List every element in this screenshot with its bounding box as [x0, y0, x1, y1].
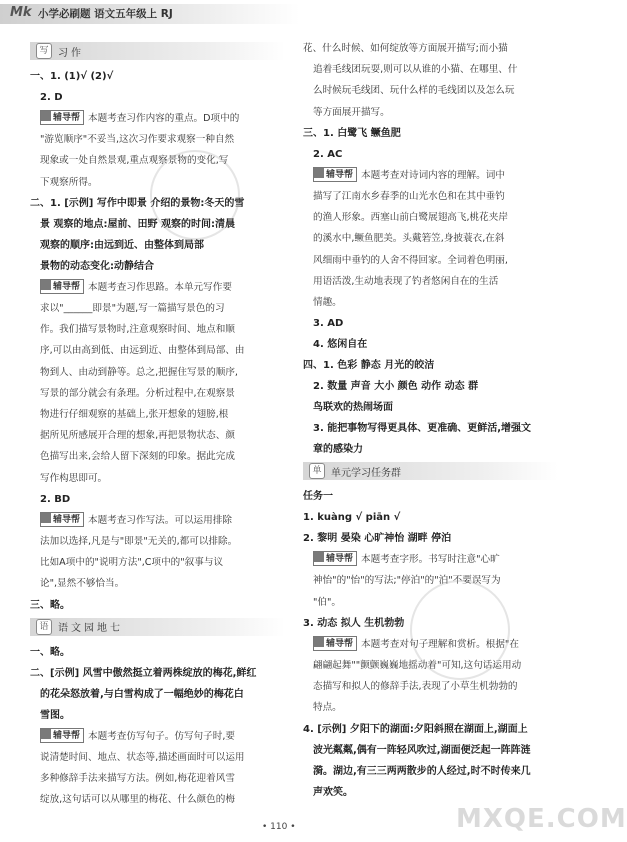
hint-icon: [314, 637, 324, 647]
explanation-line: 辅导帮 本题考查仿写句子。仿写句子时,要: [30, 726, 285, 747]
stamp-watermark: [410, 580, 510, 680]
answer-line: 2. AC: [313, 148, 343, 160]
explanation-line: 情趣。: [313, 297, 342, 309]
hint-tag: 辅导帮: [313, 636, 357, 651]
explanation-line: 写作构思即可。: [40, 472, 108, 484]
section-title: 单元学习任务群: [331, 467, 401, 479]
explanation-line: 写景的部分就会有条理。分析过程中,在观察景: [40, 387, 235, 399]
answer-line: 1. kuàng √ piān √: [303, 512, 401, 524]
answer-line: 景 观察的地点:屋前、田野 观察的时间:清晨: [40, 218, 235, 230]
book-icon: 语: [36, 619, 52, 635]
hint-tag: 辅导帮: [40, 512, 84, 527]
hint-tag: 辅导帮: [40, 279, 84, 294]
stamp-watermark: [150, 150, 240, 240]
explanation-line: 等方面展开描写。: [313, 106, 390, 118]
explanation-line: 物进行仔细观察的基础上,张开想象的翅膀,根: [40, 409, 229, 421]
answer-line: 3. 能把事物写得更具体、更准确、更鲜活,增强文: [313, 423, 532, 435]
explanation-line: 风细雨中垂钓的人舍不得回家。全词着色明丽,: [313, 254, 508, 266]
answer-line: 一、1. (1)√ (2)√: [30, 71, 114, 82]
answer-line: 漪。湖边,有三三两两散步的人经过,时不时传来几: [313, 765, 531, 777]
explanation-line: 辅导帮 本题考查对句子理解和赏析。根据"在: [303, 634, 558, 655]
page-number: • 110 •: [262, 822, 296, 832]
answer-line: 4. [示例] 夕阳下的湖面:夕阳斜照在湖面上,湖面上: [303, 723, 528, 735]
section-title: 习作: [58, 47, 84, 59]
explanation-line: 辅导帮 本题考查字形。书写时注意"心旷: [303, 549, 558, 570]
explanation-line: 态描写和拟人的修辞手法,表现了小草生机勃勃的: [313, 681, 518, 693]
explanation-line: 下观察所得。: [40, 176, 98, 188]
explanation-line: 求以"______即景"为题,写一篇描写景色的习: [40, 303, 225, 315]
hint-tag: 辅导帮: [313, 551, 357, 566]
explanation-line: 说清楚时间、地点、状态等,描述画面时可以运用: [40, 751, 245, 763]
book-title: 小学必刷题 语文五年级上 RJ: [38, 8, 173, 20]
explanation-line: 物到人、由动到静等。总之,把握住写景的顺序,: [40, 366, 238, 378]
section-header-tasks: [303, 462, 558, 480]
hint-icon: [314, 168, 324, 178]
left-column: [30, 40, 285, 810]
answer-line: 2. D: [40, 92, 63, 103]
answer-line: 2. 数量 声音 大小 颜色 动作 动态 群: [313, 381, 479, 393]
explanation-line: 作。我们描写景物时,注意观察时间、地点和顺: [40, 324, 235, 336]
explanation-line: 的溪水中,鳜鱼肥美。头戴箬笠,身披蓑衣,在斜: [313, 233, 505, 245]
hint-icon: [41, 729, 51, 739]
hint-icon: [41, 513, 51, 523]
explanation-line: 追着毛线团玩耍,则可以从谁的小猫、在哪里、什: [313, 64, 518, 76]
hint-tag: 辅导帮: [40, 110, 84, 125]
explanation-line: 色描写出来,会给人留下深刻的印象。据此完成: [40, 451, 235, 463]
section-title: 语文园地七: [58, 623, 123, 635]
answer-line: 一、略。: [30, 646, 70, 658]
explanation-line: "游览顺序"不妥当,这次习作要求观察一种自然: [40, 134, 235, 146]
pen-icon: 写: [36, 43, 52, 59]
answer-line: 景物的动态变化:动静结合: [40, 260, 154, 272]
explanation-line: 么时候玩毛线团、玩什么样的毛线团以及怎么玩: [313, 85, 515, 97]
explanation-line: 特点。: [313, 702, 342, 714]
section-header-garden: [30, 618, 285, 636]
explanation-line: 辅导帮 本题考查对诗词内容的理解。词中: [303, 165, 558, 186]
answer-line: 3. 动态 拟人 生机勃勃: [303, 617, 405, 629]
explanation-line: 辅导帮 本题考查习作思路。本单元写作要: [30, 277, 285, 298]
answer-line: 的花朵怒放着,与白雪构成了一幅绝妙的梅花白: [40, 688, 244, 700]
task-heading: 任务一: [303, 491, 333, 503]
explanation-line: 现象或一处自然景观,重点观察景物的变化,写: [40, 155, 229, 167]
answer-line: 4. 悠闲自在: [313, 339, 368, 351]
right-column: [303, 38, 558, 803]
answer-line: 三、1. 白鹭飞 鳜鱼肥: [303, 127, 401, 139]
answer-line: 鸟联欢的热闹场面: [313, 402, 393, 414]
explanation-line: 花、什么时候、如何绽放等方面展开描写;而小猫: [303, 43, 508, 54]
hint-icon: [41, 280, 51, 290]
answer-line: 二、1. [示例] 写作中即景 介绍的景物:冬天的雪: [30, 197, 245, 209]
answer-line: 声欢笑。: [313, 786, 353, 798]
answer-line: 三、略。: [30, 599, 70, 611]
answer-line: 四、1. 色彩 静态 月光的皎洁: [303, 360, 435, 372]
answer-line: 观察的顺序:由远到近、由整体到局部: [40, 239, 204, 251]
explanation-line: "伯"。: [313, 596, 342, 608]
hint-icon: [314, 552, 324, 562]
explanation-line: 序,可以由高到低、由远到近、由整体到局部、由: [40, 345, 245, 357]
brand-logo: Mk: [10, 5, 32, 20]
answer-line: 章的感染力: [313, 444, 363, 456]
explanation-line: 比如A项中的"说明方法",C项中的"叙事与议: [40, 557, 224, 569]
site-watermark: MXQE.COM: [456, 804, 627, 834]
explanation-line: 绽放,这句话可以从哪里的梅花、什么颜色的梅: [40, 794, 235, 806]
explanation-line: 辅导帮 本题考查习作写法。可以运用排除: [30, 510, 285, 531]
section-header-writing: [30, 42, 285, 60]
explanation-line: 描写了江南水乡春季的山光水色和在其中垂钓: [313, 191, 505, 203]
explanation-line: 法加以选择,凡是与"即景"无关的,都可以排除。: [40, 536, 238, 548]
hint-tag: 辅导帮: [313, 167, 357, 182]
hint-icon: [41, 111, 51, 121]
explanation-line: 神怡"的"怡"的写法;"停泊"的"泊"不要误写为: [313, 575, 501, 587]
task-icon: 单: [309, 463, 325, 479]
explanation-line: 的渔人形象。西塞山前白鹭展翅高飞,桃花夹岸: [313, 212, 508, 224]
explanation-line: 用语活泼,生动地表现了钓者悠闲自在的生活: [313, 275, 499, 287]
answer-line: 波光粼粼,偶有一阵轻风吹过,湖面便泛起一阵阵涟: [313, 744, 531, 756]
hint-tag: 辅导帮: [40, 728, 84, 743]
explanation-line: 多种修辞手法来描写方法。例如,梅花迎着风雪: [40, 773, 235, 785]
page-header: [0, 0, 565, 28]
explanation-line: 论",显然不够恰当。: [40, 578, 125, 590]
answer-line: 2. BD: [40, 493, 71, 505]
explanation-line: 据所见所感展开合理的想象,再把景物状态、颜: [40, 430, 235, 442]
explanation-line: 辅导帮 本题考查习作内容的重点。D项中的: [30, 108, 285, 129]
answer-line: 二、[示例] 风雪中傲然挺立着两株绽放的梅花,鲜红: [30, 667, 257, 679]
explanation-line: 翩翩起舞""颤颤巍巍地摇动着"可知,这句话运用动: [313, 660, 522, 672]
answer-line: 雪图。: [40, 709, 70, 721]
answer-line: 2. 黎明 晏染 心旷神怡 湖畔 停泊: [303, 533, 452, 545]
answer-line: 3. AD: [313, 318, 344, 330]
